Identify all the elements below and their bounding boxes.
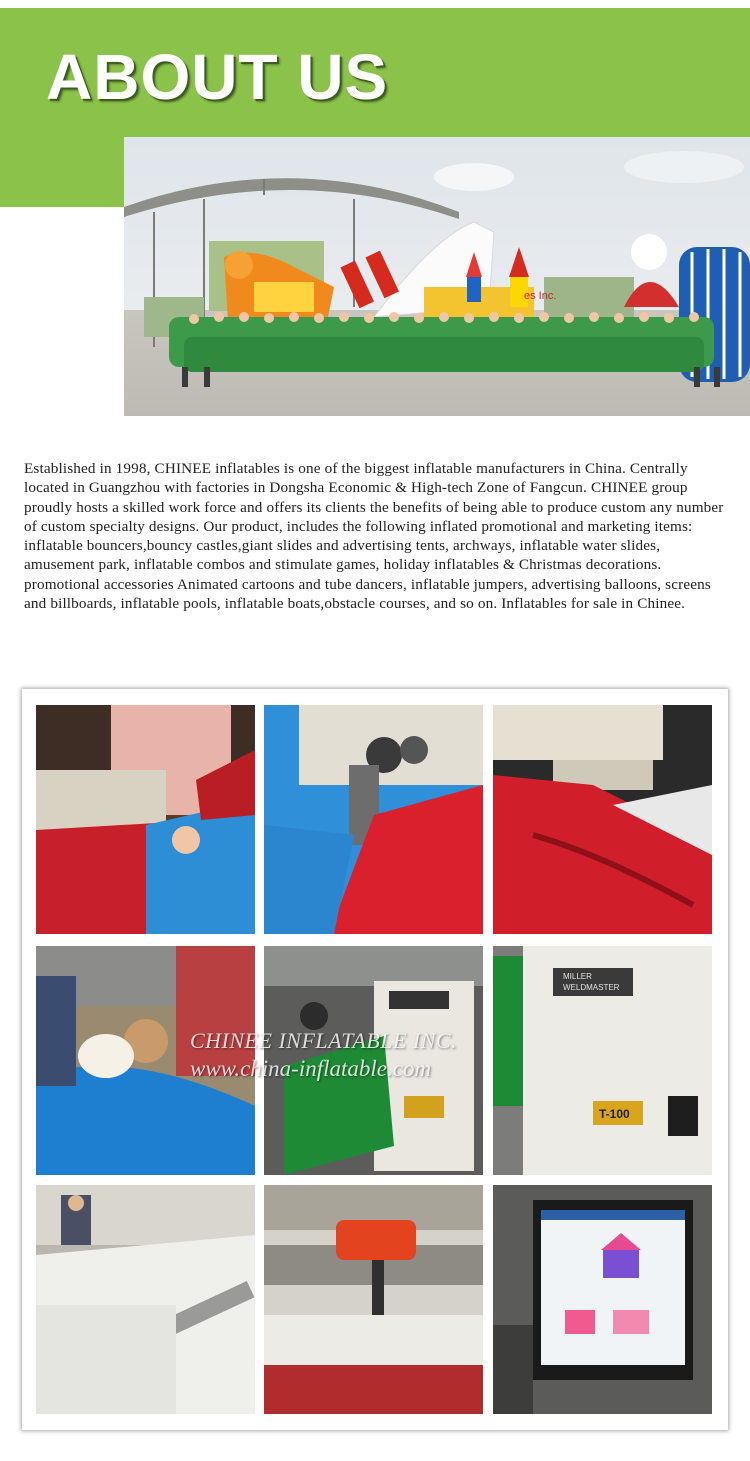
watermark-line-1: CHINEE INFLATABLE INC. (190, 1028, 458, 1053)
machine-model: T-100 (599, 1107, 630, 1121)
watermark (190, 1028, 590, 1082)
watermark-line-2: www.china-inflatable.com (190, 1056, 432, 1081)
team-photo (124, 137, 750, 416)
intro-paragraph: Established in 1998, CHINEE inflatables is one of the biggest inflatable manufacturers in China. Centrally located in Guangzhou with factories in Dongsha Economic & High-tech Zone of Fangcun. CHINEE group proudly hosts a skilled work force and offers its clients the benefits of being able to produce custom any number of custom specialty designs. Our product, includes the following inflated promotional and marketing items: inflatable bouncers,bouncy castles,giant slides and advertising tents, archways, inflatable water slides, amusement park, inflatable combos and stimulate games, holiday inflatables & Christmas decorations. promotional accessories Animated cartoons and tube dancers, inflatable jumpers, advertising balloons, screens and billboards, inflatable pools, inflatable boats,obstacle courses, and so on. Inflatables for sale in Chinee. (24, 460, 724, 613)
photo-sewing-red-fabric (493, 705, 712, 934)
photo-sewing-red-blue-pvc (36, 705, 255, 934)
sign-text: es Inc. (524, 290, 557, 302)
photo-cad-design-monitor (493, 1185, 712, 1414)
photo-cutting-table (36, 1185, 255, 1414)
photo-sewing-machine-closeup (264, 705, 483, 934)
machine-brand-line2: WELDMASTER (563, 983, 620, 992)
machine-brand-line1: MILLER (563, 972, 592, 981)
photo-cutting-machine-head (264, 1185, 483, 1414)
page-title: ABOUT US (46, 41, 389, 113)
